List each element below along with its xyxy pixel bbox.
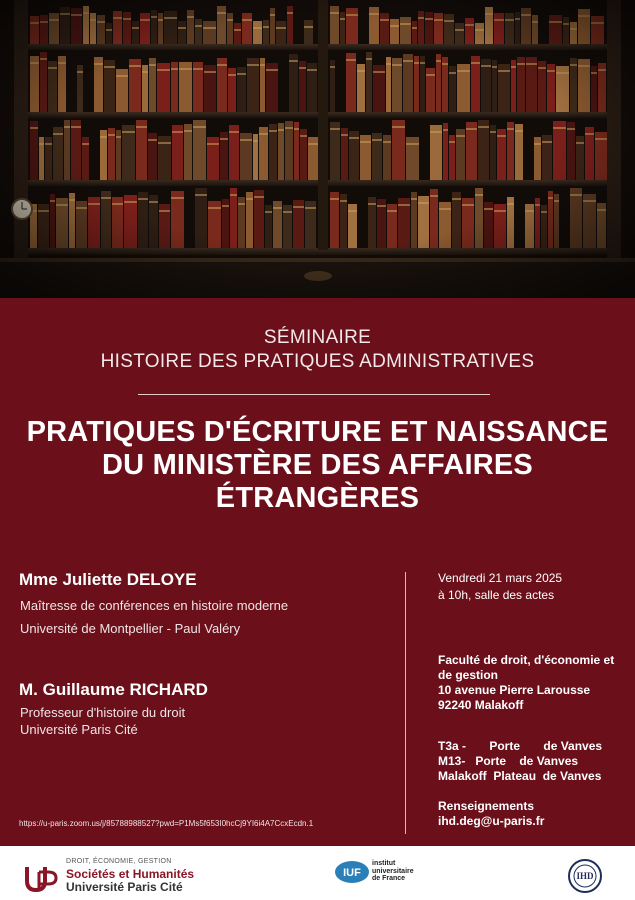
iuf-line-1: institut — [372, 860, 396, 867]
title-line-3: ÉTRANGÈRES — [215, 482, 420, 514]
up-monogram-icon — [24, 864, 60, 892]
up-faculty-name: Sociétés et Humanités — [66, 867, 195, 881]
address-line-1: 10 avenue Pierre Larousse — [438, 683, 591, 697]
speaker-2-name: M. Guillaume RICHARD — [19, 680, 208, 699]
speaker-2-affiliation: Université Paris Cité — [20, 722, 138, 737]
title-line-1: PRATIQUES D'ÉCRITURE ET NAISSANCE — [26, 416, 609, 448]
venue-line-2: de gestion — [438, 668, 499, 682]
content-panel — [0, 298, 635, 846]
column-divider — [405, 572, 406, 834]
event-time-place: à 10h, salle des actes — [438, 588, 555, 602]
contact-email[interactable]: ihd.deg@u-paris.fr — [438, 814, 545, 828]
footer-logos — [0, 846, 635, 900]
speaker-2-role: Professeur d'histoire du droit — [20, 705, 186, 720]
speaker-1-affiliation: Université de Montpellier - Paul Valéry — [20, 621, 241, 636]
transport-line-2: M13- Porte de Vanves — [438, 754, 579, 768]
up-faculty-label: DROIT, ÉCONOMIE, GESTION — [66, 858, 172, 865]
up-university-name: Université Paris Cité — [66, 880, 183, 894]
zoom-link[interactable]: https://u-paris.zoom.us/j/85788988527?pwd=P1Ms5f653I0hcCj9YI6i4A7CcxEcdn.1 — [19, 819, 314, 828]
contact-label: Renseignements — [438, 799, 535, 813]
event-date: Vendredi 21 mars 2025 — [438, 571, 563, 585]
ihd-seal-text: IHD — [576, 871, 594, 881]
title-line-2: DU MINISTÈRE DES AFFAIRES — [102, 449, 533, 481]
transport-line-3: Malakoff Plateau de Vanves — [438, 769, 602, 783]
speaker-1-name: Mme Juliette DELOYE — [19, 570, 197, 589]
title-divider — [138, 394, 490, 395]
seminar-series-title: HISTOIRE DES PRATIQUES ADMINISTRATIVES — [100, 351, 535, 372]
address-line-2: 92240 Malakoff — [438, 698, 524, 712]
iuf-line-2: universitaire — [372, 867, 414, 875]
iuf-wordmark — [372, 860, 414, 883]
iuf-line-3: de France — [372, 875, 406, 882]
bookshelf-photo — [0, 0, 635, 298]
venue-line-1: Faculté de droit, d'économie et — [438, 653, 615, 667]
iuf-badge-icon — [335, 860, 369, 884]
transport-line-1: T3a - Porte de Vanves — [438, 739, 603, 753]
seminar-kicker: SÉMINAIRE — [263, 327, 372, 348]
page-title — [20, 416, 615, 515]
speaker-1-role: Maîtresse de conférences en histoire moderne — [20, 598, 289, 613]
iuf-badge-text: IUF — [343, 867, 361, 879]
ihd-seal-icon — [568, 859, 602, 893]
